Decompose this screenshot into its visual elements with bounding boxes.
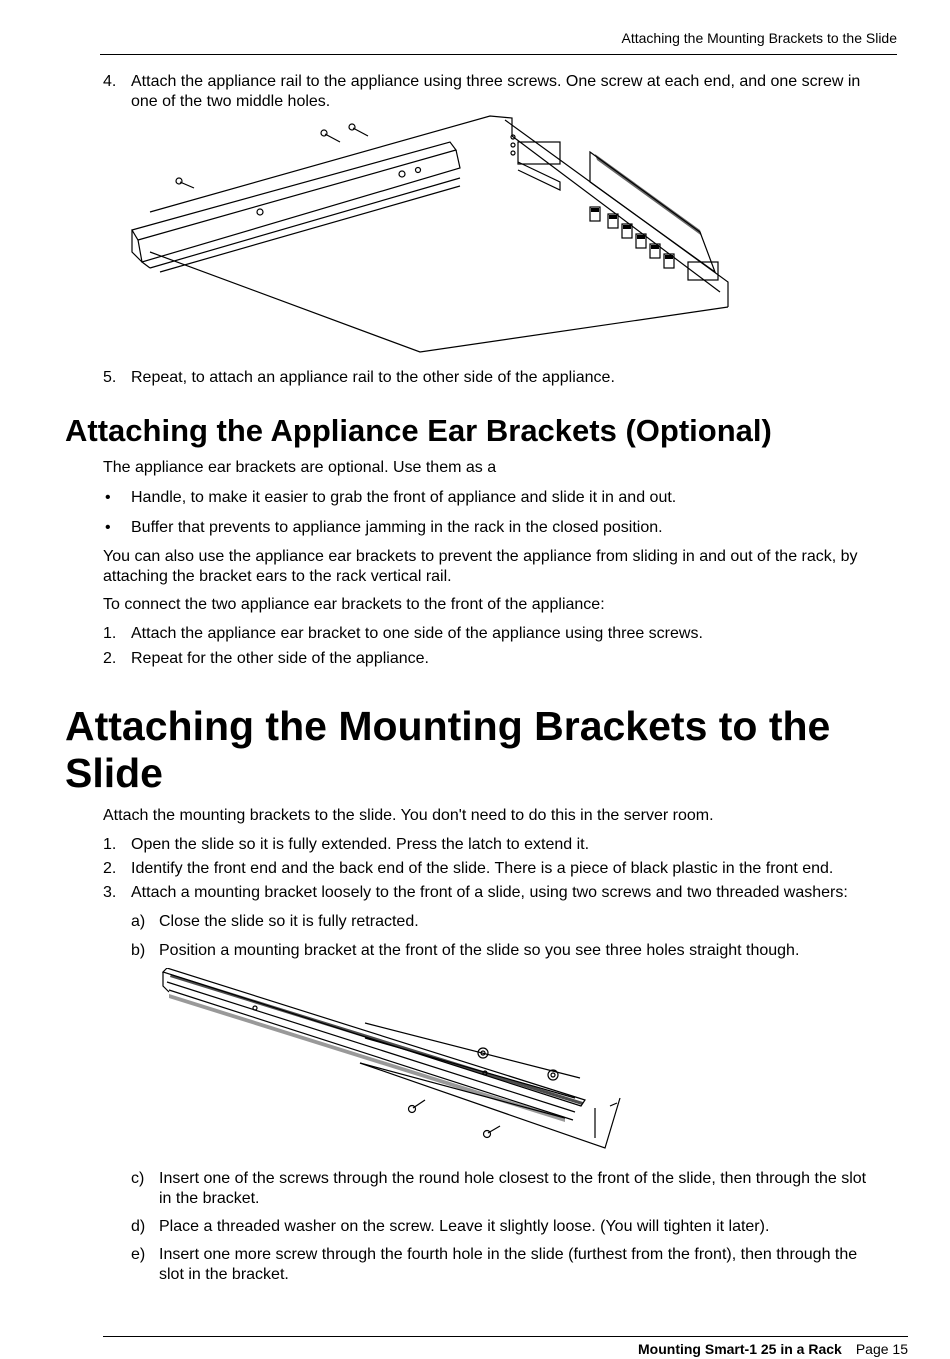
running-header — [100, 30, 897, 55]
ear-step-1-text: Attach the appliance ear bracket to one side of the appliance using three screws. — [131, 625, 703, 642]
substep-c-line-1: Insert one of the screws through the round hole closest to the front of the slide, then through the slot — [159, 1170, 867, 1187]
mounting-heading-line-1: Attaching the Mounting Brackets to the — [65, 703, 831, 749]
step-4-line-2: one of the two middle holes. — [131, 92, 331, 110]
mounting-brackets-heading — [65, 703, 865, 797]
bullet-item-buffer: Buffer that prevents to appliance jamming in the rack in the closed position. — [131, 519, 663, 536]
footer-page-number: Page 15 — [855, 1341, 908, 1357]
slide-bracket-illustration — [155, 968, 635, 1158]
ear-brackets-intro: The appliance ear brackets are optional. Use them as a — [103, 459, 497, 476]
step-4-line-1: Attach the appliance rail to the appliance using three screws. One screw at each end, and one screw in — [131, 73, 861, 90]
bullet-marker: • — [105, 519, 111, 536]
mount-step-3-number: 3. — [103, 884, 117, 901]
appliance-rail-illustration — [120, 112, 740, 357]
substep-b-letter: b) — [131, 942, 146, 959]
ear-brackets-paragraph-line-1: You can also use the appliance ear brackets to prevent the appliance from sliding in and out of the rack, by — [103, 548, 858, 565]
substep-c-letter: c) — [131, 1170, 145, 1187]
connect-intro: To connect the two appliance ear brackets to the front of the appliance: — [103, 596, 605, 613]
step-5-text: Repeat, to attach an appliance rail to the other side of the appliance. — [131, 369, 615, 386]
mounting-heading-line-2: Slide — [65, 750, 163, 796]
substep-d-letter: d) — [131, 1218, 146, 1235]
substep-b-text: Position a mounting bracket at the front of the slide so you see three holes straight though. — [159, 942, 800, 959]
ear-step-2-text: Repeat for the other side of the appliance. — [131, 650, 429, 667]
mount-step-2-text: Identify the front end and the back end of the slide. There is a piece of black plastic in the front end. — [131, 860, 834, 877]
ear-brackets-heading: Attaching the Appliance Ear Brackets (Optional) — [65, 413, 772, 448]
substep-c-line-2: in the bracket. — [159, 1189, 260, 1207]
step-4-text — [131, 72, 901, 111]
substep-a-text: Close the slide so it is fully retracted. — [159, 913, 419, 930]
mount-step-2-number: 2. — [103, 860, 117, 877]
substep-e-line-2: slot in the bracket. — [159, 1265, 289, 1283]
ear-brackets-paragraph-line-2: attaching the bracket ears to the rack vertical rail. — [103, 567, 452, 585]
ear-step-2-number: 2. — [103, 650, 117, 667]
mount-step-3-text: Attach a mounting bracket loosely to the front of a slide, using two screws and two threaded washers: — [131, 884, 848, 901]
step-4-number: 4. — [103, 73, 117, 90]
ear-step-1-number: 1. — [103, 625, 117, 642]
substep-e-line-1: Insert one more screw through the fourth hole in the slide (furthest from the front), then through the — [159, 1246, 858, 1263]
step-5-number: 5. — [103, 369, 117, 386]
mount-step-1-text: Open the slide so it is fully extended. Press the latch to extend it. — [131, 836, 590, 853]
substep-c-text — [159, 1169, 909, 1208]
mounting-intro: Attach the mounting brackets to the slide. You don't need to do this in the server room. — [103, 807, 714, 824]
page-footer — [103, 1336, 908, 1357]
substep-e-text — [159, 1245, 909, 1284]
substep-a-letter: a) — [131, 913, 146, 930]
mount-step-1-number: 1. — [103, 836, 117, 853]
bullet-marker: • — [105, 489, 111, 506]
substep-e-letter: e) — [131, 1246, 146, 1263]
footer-doc-title: Mounting Smart-1 25 in a Rack — [638, 1341, 842, 1357]
ear-brackets-paragraph — [103, 547, 903, 586]
substep-d-text: Place a threaded washer on the screw. Leave it slightly loose. (You will tighten it later). — [159, 1218, 770, 1235]
running-header-title: Attaching the Mounting Brackets to the Slide — [621, 30, 897, 46]
bullet-item-handle: Handle, to make it easier to grab the front of appliance and slide it in and out. — [131, 489, 677, 506]
